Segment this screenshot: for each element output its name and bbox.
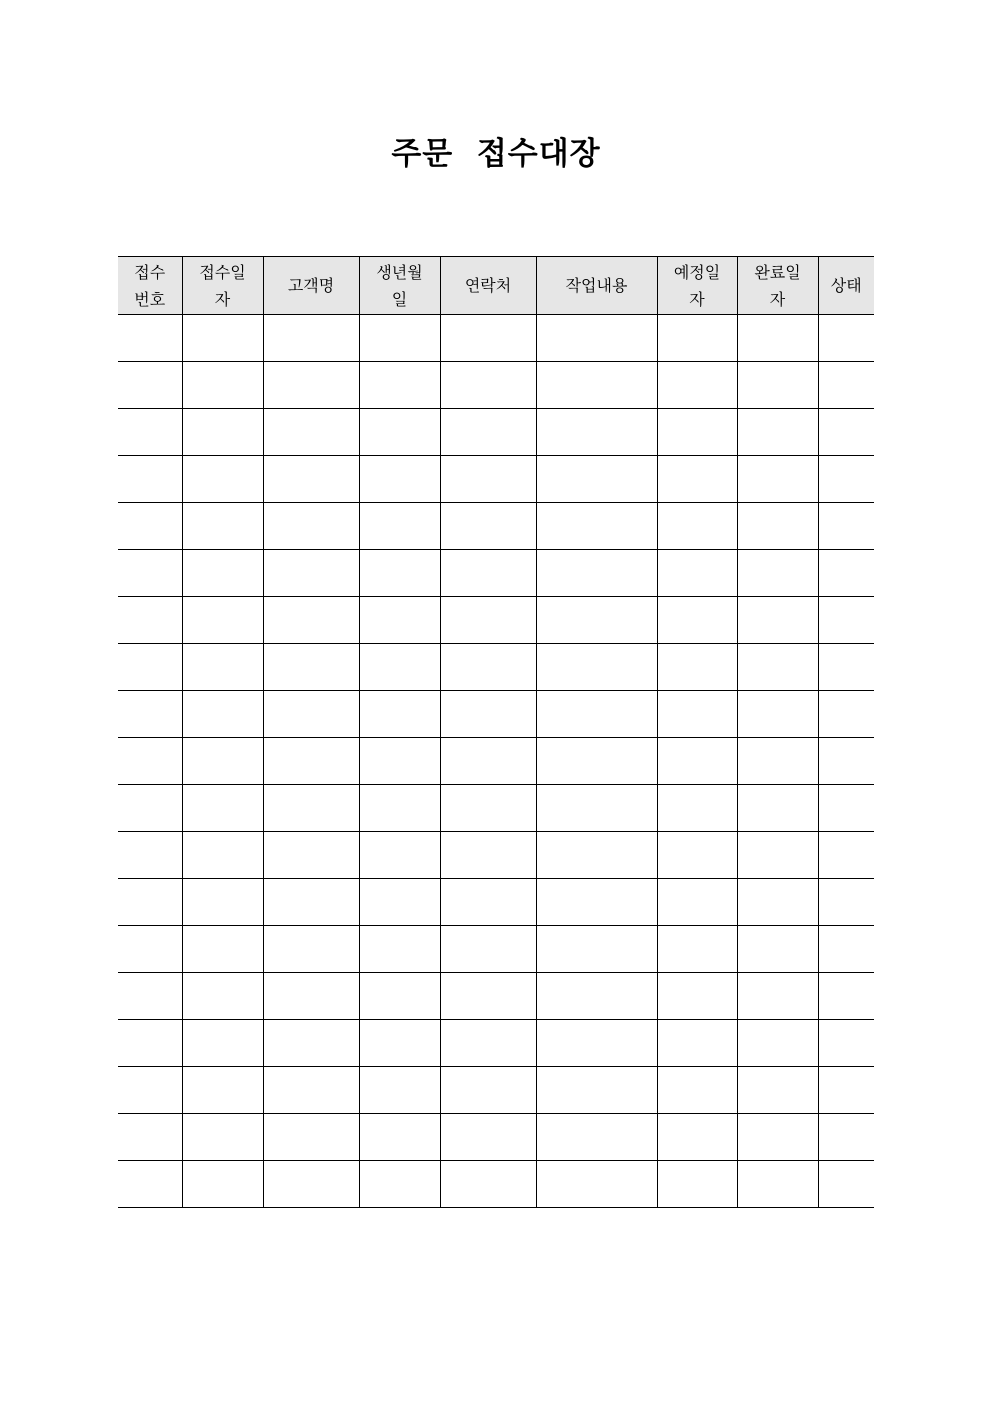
table-cell[interactable] (657, 362, 737, 409)
table-cell[interactable] (359, 1067, 440, 1114)
table-row (118, 738, 874, 785)
table-cell[interactable] (737, 879, 818, 926)
table-cell[interactable] (440, 691, 536, 738)
table-cell[interactable] (263, 1114, 359, 1161)
table-cell[interactable] (359, 503, 440, 550)
table-cell[interactable] (657, 785, 737, 832)
table-cell[interactable] (657, 1067, 737, 1114)
table-cell[interactable] (657, 315, 737, 362)
table-row (118, 879, 874, 926)
table-row (118, 503, 874, 550)
table-row (118, 409, 874, 456)
table-cell[interactable] (657, 973, 737, 1020)
header-customer-name: 고객명 (263, 257, 359, 315)
table-cell[interactable] (118, 409, 182, 456)
table-row (118, 1161, 874, 1208)
table-cell[interactable] (737, 1067, 818, 1114)
table-cell[interactable] (182, 315, 263, 362)
table-cell[interactable] (182, 1020, 263, 1067)
table-cell[interactable] (818, 926, 874, 973)
table-cell[interactable] (263, 1067, 359, 1114)
table-cell[interactable] (118, 973, 182, 1020)
table-cell[interactable] (359, 362, 440, 409)
table-cell[interactable] (440, 879, 536, 926)
table-cell[interactable] (359, 832, 440, 879)
table-cell[interactable] (182, 832, 263, 879)
table-cell[interactable] (118, 785, 182, 832)
table-cell[interactable] (737, 926, 818, 973)
header-status: 상태 (818, 257, 874, 315)
table-cell[interactable] (118, 1020, 182, 1067)
table-cell[interactable] (263, 550, 359, 597)
table-cell[interactable] (657, 409, 737, 456)
header-row (118, 257, 874, 315)
table-cell[interactable] (440, 362, 536, 409)
table-cell[interactable] (737, 644, 818, 691)
table-cell[interactable] (182, 738, 263, 785)
table-row (118, 1020, 874, 1067)
table-cell[interactable] (118, 1114, 182, 1161)
table-cell[interactable] (818, 456, 874, 503)
table-cell[interactable] (440, 785, 536, 832)
table-cell[interactable] (359, 550, 440, 597)
table-cell[interactable] (118, 738, 182, 785)
table-cell[interactable] (182, 409, 263, 456)
table-cell[interactable] (536, 315, 657, 362)
header-completion-date: 완료일 자 (737, 257, 818, 315)
table-cell[interactable] (818, 503, 874, 550)
table-cell[interactable] (182, 691, 263, 738)
table-cell[interactable] (118, 1067, 182, 1114)
table-cell[interactable] (657, 926, 737, 973)
table-row (118, 550, 874, 597)
table-cell[interactable] (536, 503, 657, 550)
header-contact: 연락처 (440, 257, 536, 315)
table-cell[interactable] (657, 832, 737, 879)
table-cell[interactable] (263, 315, 359, 362)
table-cell[interactable] (263, 926, 359, 973)
table-cell[interactable] (359, 1161, 440, 1208)
table-row (118, 1067, 874, 1114)
table-cell[interactable] (182, 926, 263, 973)
table-cell[interactable] (536, 550, 657, 597)
table-cell[interactable] (536, 362, 657, 409)
table-cell[interactable] (737, 550, 818, 597)
table-cell[interactable] (737, 785, 818, 832)
table-cell[interactable] (118, 362, 182, 409)
table-cell[interactable] (737, 973, 818, 1020)
table-cell[interactable] (263, 409, 359, 456)
table-cell[interactable] (440, 1114, 536, 1161)
table-cell[interactable] (118, 644, 182, 691)
table-cell[interactable] (818, 597, 874, 644)
table-cell[interactable] (440, 1161, 536, 1208)
table-cell[interactable] (118, 926, 182, 973)
table-cell[interactable] (536, 691, 657, 738)
table-cell[interactable] (657, 691, 737, 738)
table-row (118, 315, 874, 362)
header-receipt-date: 접수일 자 (182, 257, 263, 315)
table-cell[interactable] (657, 1020, 737, 1067)
table-cell[interactable] (118, 456, 182, 503)
table-cell[interactable] (440, 973, 536, 1020)
table-row (118, 362, 874, 409)
table-cell[interactable] (359, 315, 440, 362)
table-cell[interactable] (263, 644, 359, 691)
header-birth-date: 생년월 일 (359, 257, 440, 315)
table-cell[interactable] (263, 879, 359, 926)
table-cell[interactable] (657, 550, 737, 597)
table-cell[interactable] (440, 832, 536, 879)
table-row (118, 832, 874, 879)
header-scheduled-date: 예정일 자 (657, 257, 737, 315)
table-cell[interactable] (182, 1114, 263, 1161)
table-cell[interactable] (536, 1020, 657, 1067)
table-cell[interactable] (657, 644, 737, 691)
table-cell[interactable] (440, 738, 536, 785)
table-cell[interactable] (536, 1114, 657, 1161)
table-cell[interactable] (359, 973, 440, 1020)
header-receipt-number: 접수 번호 (118, 257, 182, 315)
table-cell[interactable] (359, 644, 440, 691)
table-cell[interactable] (440, 1067, 536, 1114)
table-cell[interactable] (818, 315, 874, 362)
table-cell[interactable] (737, 738, 818, 785)
table-cell[interactable] (818, 785, 874, 832)
table-cell[interactable] (737, 503, 818, 550)
table-cell[interactable] (737, 832, 818, 879)
table-cell[interactable] (818, 362, 874, 409)
table-cell[interactable] (818, 832, 874, 879)
table-cell[interactable] (359, 879, 440, 926)
table-cell[interactable] (818, 879, 874, 926)
table-cell[interactable] (737, 315, 818, 362)
table-cell[interactable] (536, 1067, 657, 1114)
table-row (118, 973, 874, 1020)
table-cell[interactable] (359, 738, 440, 785)
table-cell[interactable] (263, 597, 359, 644)
table-cell[interactable] (657, 1161, 737, 1208)
table-row (118, 456, 874, 503)
table-row (118, 1114, 874, 1161)
table-cell[interactable] (818, 1114, 874, 1161)
table-cell[interactable] (182, 597, 263, 644)
table-cell[interactable] (536, 738, 657, 785)
order-register-table (118, 256, 874, 1208)
table-cell[interactable] (182, 550, 263, 597)
table-cell[interactable] (263, 691, 359, 738)
table-cell[interactable] (440, 409, 536, 456)
page-title: 주문 접수대장 (391, 136, 601, 172)
table-cell[interactable] (536, 644, 657, 691)
table-cell[interactable] (737, 409, 818, 456)
table-cell[interactable] (657, 1114, 737, 1161)
table-cell[interactable] (263, 832, 359, 879)
table-cell[interactable] (118, 691, 182, 738)
table-cell[interactable] (818, 973, 874, 1020)
table-cell[interactable] (440, 550, 536, 597)
table-cell[interactable] (657, 456, 737, 503)
table-cell[interactable] (440, 503, 536, 550)
table-cell[interactable] (263, 973, 359, 1020)
table-cell[interactable] (118, 503, 182, 550)
table-cell[interactable] (737, 597, 818, 644)
table-cell[interactable] (737, 1114, 818, 1161)
table-cell[interactable] (657, 738, 737, 785)
table-cell[interactable] (359, 456, 440, 503)
table-header (118, 257, 874, 315)
table-cell[interactable] (118, 832, 182, 879)
table-cell[interactable] (118, 315, 182, 362)
table-body (118, 315, 874, 1208)
table-cell[interactable] (118, 597, 182, 644)
table-cell[interactable] (359, 597, 440, 644)
table-cell[interactable] (118, 1161, 182, 1208)
table-cell[interactable] (536, 926, 657, 973)
table-cell[interactable] (182, 456, 263, 503)
table-cell[interactable] (536, 879, 657, 926)
table-cell[interactable] (182, 1067, 263, 1114)
table-cell[interactable] (440, 644, 536, 691)
table-cell[interactable] (737, 691, 818, 738)
table-cell[interactable] (440, 315, 536, 362)
table-cell[interactable] (440, 456, 536, 503)
table-cell[interactable] (536, 597, 657, 644)
table-row (118, 644, 874, 691)
table-cell[interactable] (182, 973, 263, 1020)
table-cell[interactable] (818, 1161, 874, 1208)
table-cell[interactable] (737, 1020, 818, 1067)
table-cell[interactable] (536, 456, 657, 503)
table-cell[interactable] (182, 1161, 263, 1208)
table-cell[interactable] (536, 409, 657, 456)
table-cell[interactable] (359, 1114, 440, 1161)
table-cell[interactable] (118, 550, 182, 597)
table-row (118, 926, 874, 973)
table-cell[interactable] (657, 503, 737, 550)
table-cell[interactable] (263, 785, 359, 832)
table-cell[interactable] (536, 785, 657, 832)
table-cell[interactable] (182, 879, 263, 926)
table-cell[interactable] (818, 1067, 874, 1114)
table-cell[interactable] (818, 738, 874, 785)
table-cell[interactable] (657, 879, 737, 926)
table-cell[interactable] (359, 785, 440, 832)
table-cell[interactable] (737, 362, 818, 409)
table-cell[interactable] (359, 691, 440, 738)
table-cell[interactable] (818, 550, 874, 597)
table-cell[interactable] (440, 597, 536, 644)
table-cell[interactable] (536, 1161, 657, 1208)
table-cell[interactable] (118, 879, 182, 926)
table-cell[interactable] (440, 926, 536, 973)
table-cell[interactable] (737, 1161, 818, 1208)
header-work-details: 작업내용 (536, 257, 657, 315)
table-cell[interactable] (263, 362, 359, 409)
table-cell[interactable] (263, 1020, 359, 1067)
table-cell[interactable] (440, 1020, 536, 1067)
table-cell[interactable] (359, 926, 440, 973)
table-cell[interactable] (263, 738, 359, 785)
table-cell[interactable] (359, 1020, 440, 1067)
table-cell[interactable] (818, 409, 874, 456)
table-cell[interactable] (657, 597, 737, 644)
table-cell[interactable] (359, 409, 440, 456)
table-cell[interactable] (182, 644, 263, 691)
table-cell[interactable] (536, 832, 657, 879)
table-row (118, 597, 874, 644)
table-cell[interactable] (182, 362, 263, 409)
table-row (118, 691, 874, 738)
table-cell[interactable] (263, 1161, 359, 1208)
table-cell[interactable] (263, 503, 359, 550)
table-cell[interactable] (536, 973, 657, 1020)
table-row (118, 785, 874, 832)
table-cell[interactable] (182, 503, 263, 550)
table-cell[interactable] (182, 785, 263, 832)
table-cell[interactable] (263, 456, 359, 503)
table-cell[interactable] (818, 644, 874, 691)
table-cell[interactable] (818, 691, 874, 738)
table-cell[interactable] (737, 456, 818, 503)
table-cell[interactable] (818, 1020, 874, 1067)
